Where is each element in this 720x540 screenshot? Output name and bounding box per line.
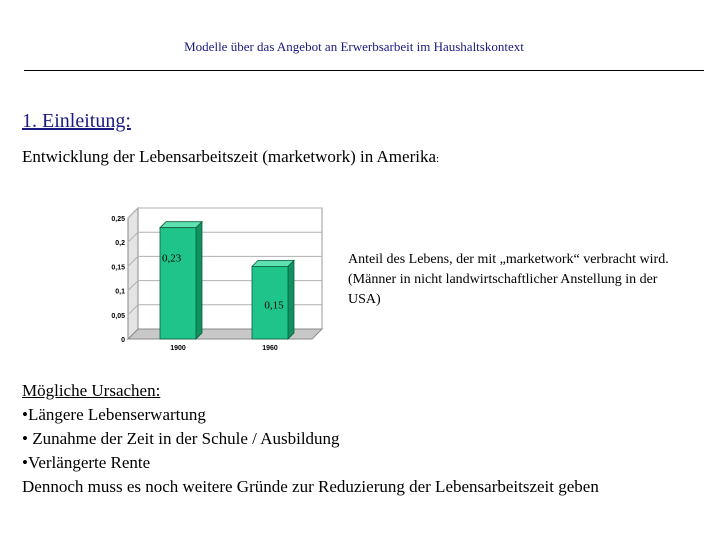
x-tick-label: 1960 <box>262 345 278 352</box>
causes-heading: Mögliche Ursachen: <box>22 381 161 400</box>
chart-note: Anteil des Lebens, der mit „marketwork“ verbracht wird. (Männer in nicht landwirtschaftlicher Anstellung in der USA) <box>348 252 669 307</box>
header-title: Modelle über das Angebot an Erwerbsarbeit im Haushaltskontext <box>184 39 524 54</box>
cause-item: • Zunahme der Zeit in der Schule / Ausbildung <box>22 429 340 448</box>
plot-side-wall <box>128 208 138 339</box>
bar-chart <box>108 196 340 352</box>
y-tick-label: 0,15 <box>111 264 125 272</box>
bar-top <box>160 222 202 228</box>
bar-top <box>252 260 294 266</box>
bar-side <box>196 222 202 339</box>
section-heading: 1. Einleitung: <box>22 110 131 132</box>
data-label: 0,23 <box>162 252 182 265</box>
bar-side <box>288 260 294 339</box>
subtitle-text: Entwicklung der Lebensarbeitszeit (marketwork) in Amerika <box>22 147 436 166</box>
bar <box>160 228 196 339</box>
cause-item: •Verlängerte Rente <box>22 453 151 472</box>
section-subtitle <box>22 147 439 167</box>
y-tick-label: 0,1 <box>115 288 125 296</box>
header-divider <box>24 70 704 71</box>
cause-item: •Längere Lebenserwartung <box>22 405 206 424</box>
causes-conclusion: Dennoch muss es noch weitere Gründe zur Reduzierung der Lebensarbeitszeit geben <box>22 477 599 496</box>
subtitle-colon: : <box>436 153 440 165</box>
data-label: 0,15 <box>264 299 284 312</box>
y-tick-label: 0,05 <box>111 312 125 320</box>
x-tick-label: 1900 <box>170 345 186 352</box>
y-tick-label: 0 <box>121 337 125 344</box>
y-tick-label: 0,25 <box>111 216 125 223</box>
causes-block <box>22 379 599 499</box>
y-tick-label: 0,2 <box>115 240 125 248</box>
